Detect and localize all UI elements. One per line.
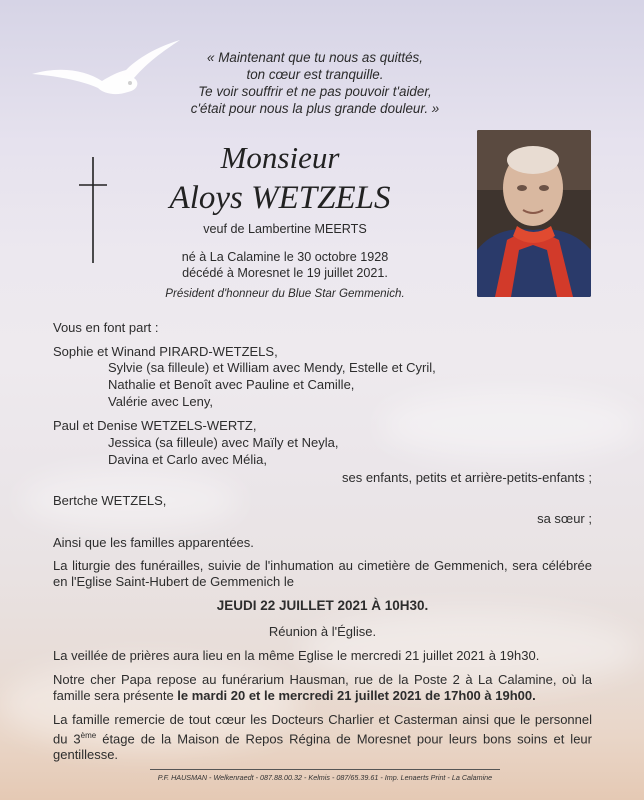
- meeting-text: Réunion à l'Église.: [268, 624, 377, 639]
- thanks-superscript: ème: [80, 731, 97, 740]
- sister-label: sa sœur ;: [537, 511, 592, 526]
- relatives-text: Ainsi que les familles apparentées.: [53, 535, 254, 550]
- rest-text: [53, 672, 592, 704]
- cloud-decoration: [380, 390, 640, 460]
- quote-line: Te voir souffrir et ne pas pouvoir t'aider,: [198, 84, 432, 99]
- sister-name: Bertche WETZELS,: [53, 493, 167, 508]
- cross-icon: [78, 155, 108, 265]
- family-line: Nathalie et Benoît avec Pauline et Camille,: [108, 377, 355, 392]
- widow-of: veuf de Lambertine MEERTS: [203, 222, 367, 236]
- family-line: Davina et Carlo avec Mélia,: [108, 452, 267, 467]
- thanks-text-end: étage de la Maison de Repos Régina de Moresnet pour leurs bons soins et leur gentillesse.: [53, 731, 592, 763]
- family-line: Sylvie (sa filleule) et William avec Mendy, Estelle et Cyril,: [108, 360, 436, 375]
- family-group-head: Paul et Denise WETZELS-WERTZ,: [53, 418, 257, 433]
- family-line: Jessica (sa filleule) avec Maïly et Neyla,: [108, 435, 339, 450]
- deceased-photo: [477, 130, 591, 297]
- title-salutation: Monsieur: [220, 140, 340, 175]
- ceremony-date: JEUDI 22 JUILLET 2021 À 10H30.: [216, 598, 429, 613]
- quote-line: c'était pour nous la plus grande douleur. »: [190, 101, 440, 116]
- intro-text: Vous en font part :: [53, 320, 159, 335]
- family-line: Valérie avec Leny,: [108, 394, 214, 409]
- children-label: ses enfants, petits et arrière-petits-enfants ;: [341, 470, 592, 485]
- memorial-quote: [140, 49, 490, 117]
- honor-title: Président d'honneur du Blue Star Gemmenich.: [165, 287, 405, 300]
- rest-text-bold: le mardi 20 et le mercredi 21 juillet 2021 de 17h00 à 19h00.: [177, 688, 536, 703]
- ceremony-text: La liturgie des funérailles, suivie de l'inhumation au cimetière de Gemmenich, sera célébrée en l'Eglise Saint-Hubert de Gemmenich le: [53, 558, 592, 589]
- footer-credits: P.F. HAUSMAN - Welkenraedt - 087.88.00.32 - Kelmis - 087/65.39.61 - Imp. Lenaerts Print - La Calamine: [157, 773, 493, 782]
- deceased-name: Aloys WETZELS: [169, 180, 391, 216]
- family-group-head: Sophie et Winand PIRARD-WETZELS,: [53, 344, 278, 359]
- vigil-text: La veillée de prières aura lieu en la même Eglise le mercredi 21 juillet 2021 à 19h30.: [53, 648, 540, 663]
- footer-divider: [150, 769, 500, 770]
- quote-line: ton cœur est tranquille.: [246, 67, 384, 82]
- rest-text-plain: Notre cher Papa repose au funérarium Hausman, rue de la Poste 2 à La Calamine, où la famille sera présente: [53, 672, 592, 703]
- quote-line: « Maintenant que tu nous as quittés,: [207, 50, 423, 65]
- thanks-text-plain: La famille remercie de tout cœur les Docteurs Charlier et Casterman ainsi que le personnel du 3: [53, 712, 592, 747]
- death-info: décédé à Moresnet le 19 juillet 2021.: [182, 266, 388, 280]
- thanks-text: [53, 712, 592, 763]
- birth-info: né à La Calamine le 30 octobre 1928: [181, 250, 389, 264]
